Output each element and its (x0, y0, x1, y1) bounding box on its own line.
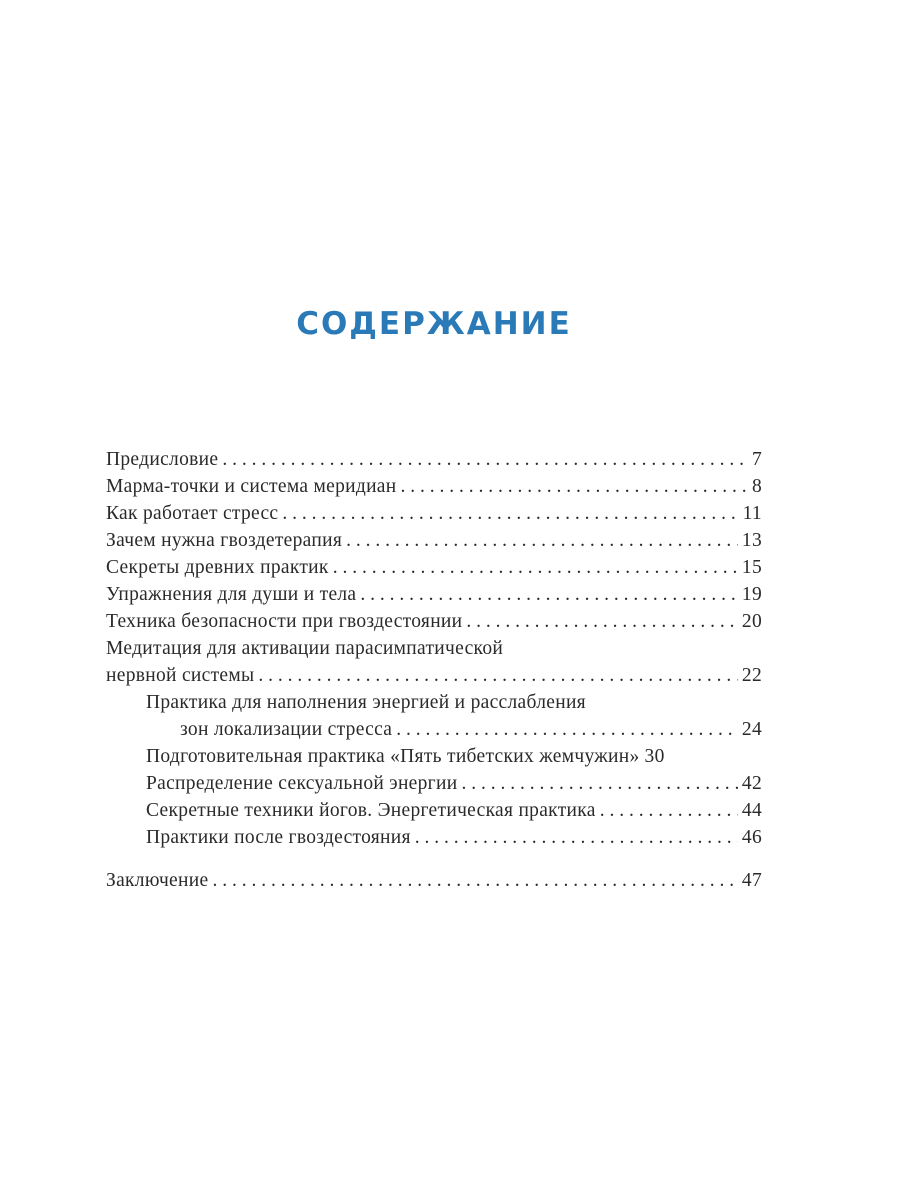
toc-page-number: 42 (741, 773, 762, 794)
toc-entry-conclusion (106, 867, 762, 894)
toc-entry-label: Секретные техники йогов. Энергетическая практика (146, 800, 596, 821)
toc-entry-label: Практики после гвоздестояния (146, 827, 411, 848)
toc-entry-line2 (106, 716, 762, 743)
dot-leader (401, 473, 748, 500)
toc-entry-label: Как работает стресс (106, 503, 279, 524)
dot-leader (600, 797, 738, 824)
toc-entry-label: Заключение (106, 870, 209, 891)
toc-entry-tibetan-pearls (106, 743, 762, 770)
toc-entry-safety (106, 608, 762, 635)
toc-page-number: 20 (741, 611, 762, 632)
dot-leader (282, 500, 738, 527)
toc-entry-nail-therapy (106, 527, 762, 554)
page-title: СОДЕРЖАНИЕ (296, 306, 572, 342)
toc-entry-ancient-secrets (106, 554, 762, 581)
toc-entry-label: Подготовительная практика «Пять тибетских жемчужин» (146, 746, 640, 767)
dot-leader (396, 716, 738, 743)
toc-entry-label-line1: Медитация для активации парасимпатической (106, 638, 504, 659)
toc-entry-label: Упражнения для души и тела (106, 584, 357, 605)
dot-leader (333, 554, 738, 581)
toc-entry-label-line2: зон локализации стресса (180, 719, 393, 740)
dot-leader (222, 446, 748, 473)
toc-spacer (106, 851, 762, 867)
toc-page-number: 46 (741, 827, 762, 848)
toc-page-number: 15 (741, 557, 762, 578)
toc-entry-energy-practice (106, 689, 762, 743)
dot-leader (461, 770, 737, 797)
dot-leader (415, 824, 738, 851)
toc-page-number: 47 (741, 870, 762, 891)
toc-entry-preface (106, 446, 762, 473)
toc-page-number: 11 (742, 503, 762, 524)
toc-entry-label-line2: нервной системы (106, 665, 255, 686)
toc-entry-meditation (106, 635, 762, 689)
toc-page-number: 19 (741, 584, 762, 605)
toc-page-number: 8 (751, 476, 762, 497)
toc-entry-label: Техника безопасности при гвоздестоянии (106, 611, 463, 632)
dot-leader (212, 867, 737, 894)
dot-leader (258, 662, 737, 689)
toc-entry-yogi-techniques (106, 797, 762, 824)
toc-page-number: 30 (644, 746, 665, 767)
dot-leader (346, 527, 738, 554)
toc-entry-line2 (106, 662, 762, 689)
toc-entry-exercises (106, 581, 762, 608)
dot-leader (466, 608, 737, 635)
toc-entry-label: Распределение сексуальной энергии (146, 773, 458, 794)
table-of-contents (106, 446, 762, 894)
toc-entry-after-practice (106, 824, 762, 851)
toc-entry-label: Секреты древних практик (106, 557, 329, 578)
toc-entry-marma-points (106, 473, 762, 500)
toc-entry-label-line1: Практика для наполнения энергией и расслабления (146, 692, 586, 713)
toc-entry-stress (106, 500, 762, 527)
toc-entry-sexual-energy (106, 770, 762, 797)
toc-page-number: 44 (741, 800, 762, 821)
toc-page-number: 24 (741, 719, 762, 740)
toc-entry-label: Зачем нужна гвоздетерапия (106, 530, 343, 551)
toc-entry-label: Марма-точки и система меридиан (106, 476, 397, 497)
dot-leader (360, 581, 738, 608)
toc-page-number: 13 (741, 530, 762, 551)
toc-page-number: 22 (741, 665, 762, 686)
toc-page-number: 7 (751, 449, 762, 470)
toc-entry-label: Предисловие (106, 449, 219, 470)
